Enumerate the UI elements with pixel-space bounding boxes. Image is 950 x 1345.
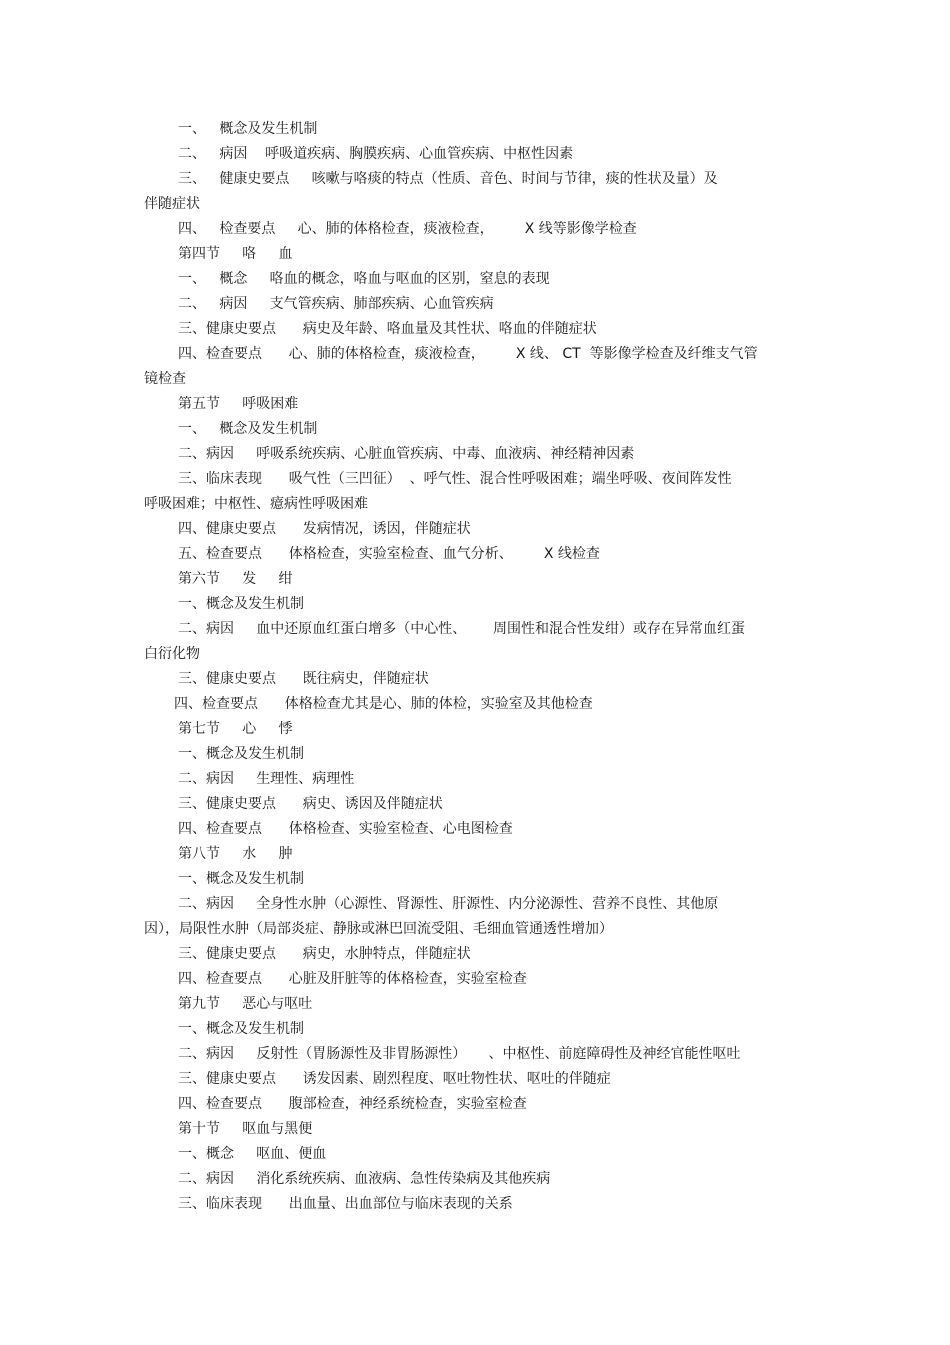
- text-line: 三、临床表现 吸气性（三凹征） 、呼气性、混合性呼吸困难；端坐呼吸、夜间阵发性: [178, 471, 732, 487]
- text-line: 三、健康史要点 病史、诱因及伴随症状: [178, 796, 443, 812]
- text-line: 二、病因 全身性水肿（心源性、肾源性、肝源性、内分泌源性、营养不良性、其他原: [178, 896, 719, 912]
- text-line: 二、病因 血中还原血红蛋白增多（中心性、 周围性和混合性发绀）或存在异常血红蛋: [178, 621, 745, 637]
- text-line: 呼吸困难；中枢性、癔病性呼吸困难: [144, 496, 368, 512]
- text-line: 三、 健康史要点 咳嗽与咯痰的特点（性质、音色、时间与节律，痰的性状及量）及: [178, 171, 718, 187]
- text-line: 四、检查要点 体格检查尤其是心、肺的体检，实验室及其他检查: [174, 696, 593, 712]
- section-heading: 第九节 恶心与呕吐: [178, 996, 313, 1012]
- text-line: 四、检查要点 腹部检查，神经系统检查，实验室检查: [178, 1096, 527, 1112]
- section-heading: 第十节 呕血与黑便: [178, 1121, 313, 1137]
- text-line: 三、健康史要点 既往病史，伴随症状: [178, 671, 429, 687]
- text-line: 三、健康史要点 病史，水肿特点，伴随症状: [178, 946, 471, 962]
- text-line: 一、 概念及发生机制: [178, 421, 318, 437]
- text-line: 四、 检查要点 心、肺的体格检查，痰液检查， X 线等影像学检查: [178, 221, 637, 237]
- text-line: 一、概念 呕血、便血: [178, 1146, 327, 1162]
- text-line: 一、 概念及发生机制: [178, 121, 318, 137]
- text-line: 五、检查要点 体格检查，实验室检查、血气分析、 X 线检查: [178, 546, 600, 562]
- text-line: 一、 概念 咯血的概念，咯血与呕血的区别，窒息的表现: [178, 271, 550, 287]
- text-line: 一、概念及发生机制: [178, 871, 304, 887]
- text-line: 二、 病因 支气管疾病、肺部疾病、心血管疾病: [178, 296, 494, 312]
- text-line: 二、病因 反射性（胃肠源性及非胃肠源性） 、中枢性、前庭障碍性及神经官能性呕吐: [178, 1046, 741, 1062]
- text-line: 镜检查: [144, 371, 186, 387]
- section-heading: 第八节 水 肿: [178, 846, 293, 862]
- section-heading: 第五节 呼吸困难: [178, 396, 299, 412]
- text-line: 二、病因 呼吸系统疾病、心脏血管疾病、中毒、血液病、神经精神因素: [178, 446, 635, 462]
- text-line: 一、概念及发生机制: [178, 596, 304, 612]
- text-line: 三、临床表现 出血量、出血部位与临床表现的关系: [178, 1196, 513, 1212]
- section-heading: 第六节 发 绀: [178, 571, 293, 587]
- text-line: 二、 病因 呼吸道疾病、胸膜疾病、心血管疾病、中枢性因素: [178, 146, 574, 162]
- text-line: 一、概念及发生机制: [178, 746, 304, 762]
- section-heading: 第七节 心 悸: [178, 721, 293, 737]
- text-line: 四、健康史要点 发病情况，诱因，伴随症状: [178, 521, 471, 537]
- text-line: 伴随症状: [144, 196, 200, 212]
- text-line: 四、检查要点 心、肺的体格检查，痰液检查， X 线、 CT 等影像学检查及纤维支气管: [178, 346, 758, 362]
- section-heading: 第四节 咯 血: [178, 246, 293, 262]
- text-line: 四、检查要点 心脏及肝脏等的体格检查，实验室检查: [178, 971, 527, 987]
- text-line: 四、检查要点 体格检查、实验室检查、心电图检查: [178, 821, 513, 837]
- text-line: 三、健康史要点 病史及年龄、咯血量及其性状、咯血的伴随症状: [178, 321, 597, 337]
- text-line: 白衍化物: [144, 646, 200, 662]
- text-line: 三、健康史要点 诱发因素、剧烈程度、呕吐物性状、呕吐的伴随症: [178, 1071, 611, 1087]
- text-line: 二、病因 消化系统疾病、血液病、急性传染病及其他疾病: [178, 1171, 551, 1187]
- text-line: 因），局限性水肿（局部炎症、静脉或淋巴回流受阻、毛细血管通透性增加）: [144, 921, 613, 937]
- text-line: 二、病因 生理性、病理性: [178, 771, 355, 787]
- text-line: 一、概念及发生机制: [178, 1021, 304, 1037]
